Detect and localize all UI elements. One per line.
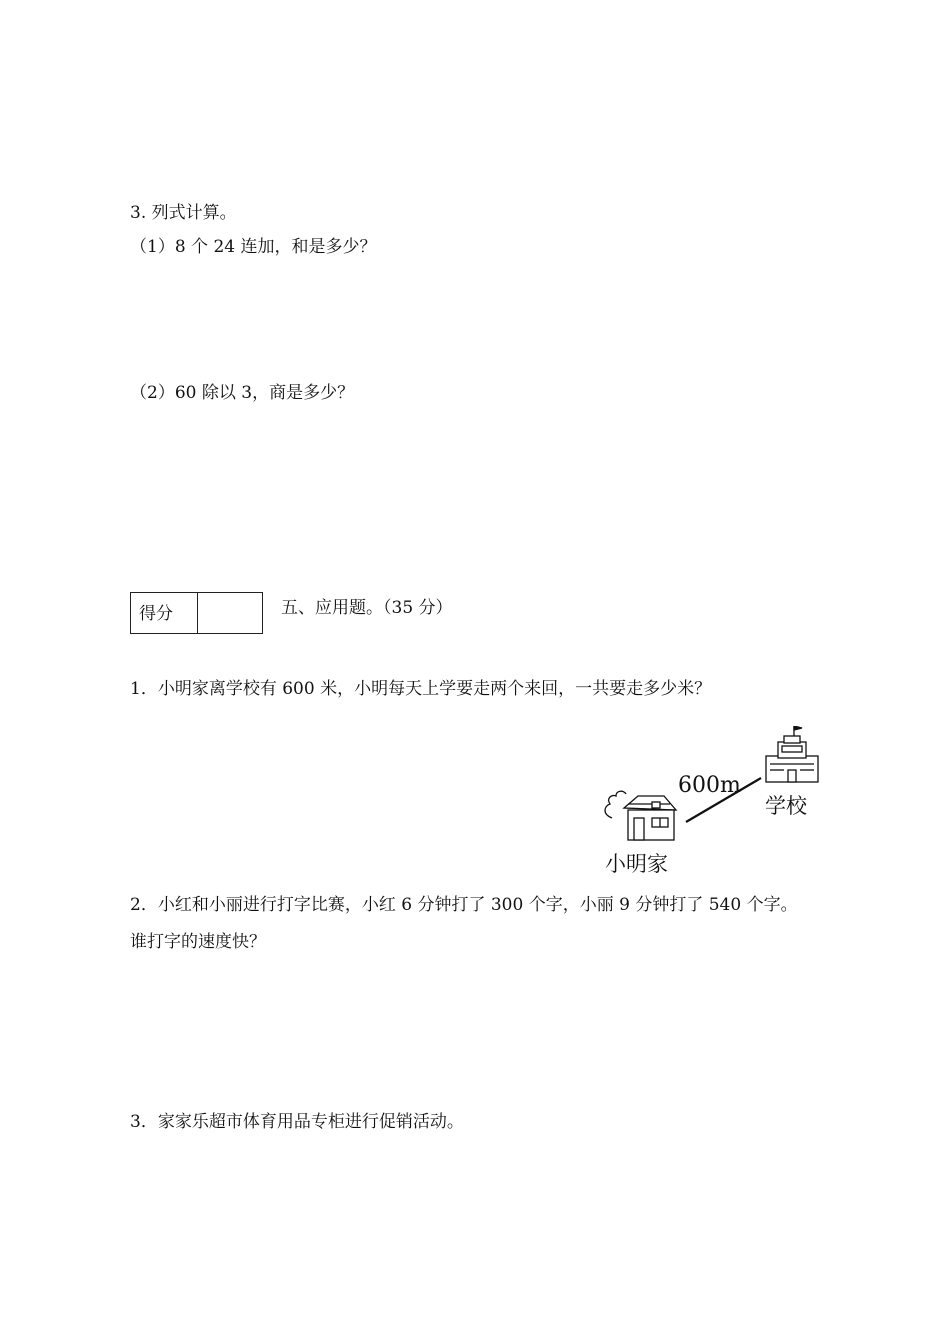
score-box: [130, 592, 263, 634]
home-label: 小明家: [605, 852, 668, 876]
section-heading-applied: 五、应用题。（35 分）: [281, 598, 453, 618]
problem-3: 3．家家乐超市体育用品专柜进行促销活动。: [130, 1112, 464, 1132]
score-field[interactable]: [198, 593, 262, 633]
score-label: 得分: [139, 604, 173, 624]
section-heading-calc: 3. 列式计算。: [130, 203, 237, 223]
question-2: （2）60 除以 3，商是多少？: [130, 383, 355, 403]
problem-2-line2: 谁打字的速度快？: [130, 932, 266, 952]
house-icon: [605, 791, 676, 840]
school-label: 学校: [765, 794, 807, 818]
distance-figure: [598, 726, 828, 876]
problem-2-line1: 2．小红和小丽进行打字比赛，小红 6 分钟打了 300 个字，小丽 9 分钟打了 540 个字。: [130, 895, 798, 915]
problem-1: 1．小明家离学校有 600 米，小明每天上学要走两个来回，一共要走多少米？: [130, 679, 712, 699]
school-icon: [766, 726, 818, 782]
question-1: （1）8 个 24 连加，和是多少？: [130, 237, 377, 257]
distance-label: 600m: [678, 773, 741, 798]
